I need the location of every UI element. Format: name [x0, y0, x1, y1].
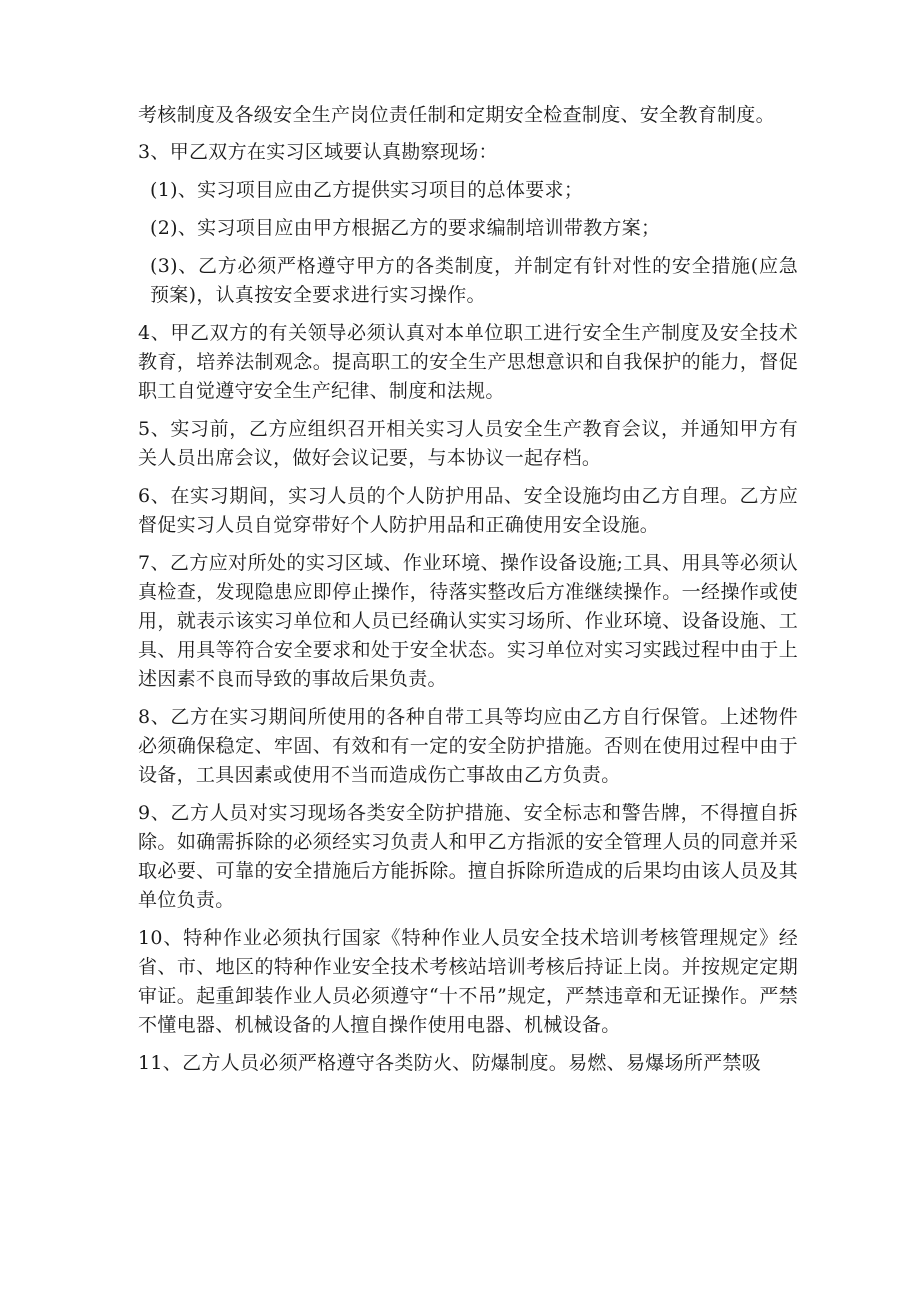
- paragraph-item-10: 10、特种作业必须执行国家《特种作业人员安全技术培训考核管理规定》经省、市、地区的特种作业安全技术考核站培训考核后持证上岗。并按规定定期审证。起重卸装作业人员必须遵守“十不吊”规定，严禁违章和无证操作。严禁不懂电器、机械设备的人擅自操作使用电器、机械设备。: [138, 927, 798, 1036]
- sub-item-3: (3)、乙方必须严格遵守甲方的各类制度，并制定有针对性的安全措施(应急预案)，认真按安全要求进行实习操作。: [150, 255, 798, 306]
- sub-item-2: (2)、实习项目应由甲方根据乙方的要求编制培训带教方案；: [150, 217, 661, 239]
- sub-item-1: (1)、实习项目应由乙方提供实习项目的总体要求；: [150, 179, 584, 201]
- paragraph-continued: 考核制度及各级安全生产岗位责任制和定期安全检查制度、安全教育制度。: [138, 104, 775, 126]
- paragraph-item-11: 11、乙方人员必须严格遵守各类防火、防爆制度。易燃、易爆场所严禁吸: [138, 1052, 762, 1074]
- paragraph-item-4: 4、甲乙双方的有关领导必须认真对本单位职工进行安全生产制度及安全技术教育，培养法制观念。提高职工的安全生产思想意识和自我保护的能力，督促职工自觉遵守安全生产纪律、制度和法规。: [138, 322, 798, 402]
- paragraph-item-5: 5、实习前，乙方应组织召开相关实习人员安全生产教育会议，并通知甲方有关人员出席会议，做好会议记要，与本协议一起存档。: [138, 418, 798, 469]
- paragraph-item-3: 3、甲乙双方在实习区域要认真勘察现场：: [138, 141, 498, 163]
- paragraph-item-9: 9、乙方人员对实习现场各类安全防护措施、安全标志和警告牌，不得擅自拆除。如确需拆除的必须经实习负责人和甲乙方指派的安全管理人员的同意并采取必要、可靠的安全措施后方能拆除。擅自拆除所造成的后果均由该人员及其单位负责。: [138, 802, 798, 911]
- paragraph-item-8: 8、乙方在实习期间所使用的各种自带工具等均应由乙方自行保管。上述物件必须确保稳定、牢固、有效和有一定的安全防护措施。否则在使用过程中由于设备，工具因素或使用不当而造成伤亡事故由乙方负责。: [138, 706, 798, 786]
- document-body: [138, 102, 798, 1078]
- paragraph-item-6: 6、在实习期间，实习人员的个人防护用品、安全设施均由乙方自理。乙方应督促实习人员自觉穿带好个人防护用品和正确使用安全设施。: [138, 485, 798, 536]
- paragraph-item-7: 7、乙方应对所处的实习区域、作业环境、操作设备设施;工具、用具等必须认真检查，发现隐患应即停止操作，待落实整改后方准继续操作。一经操作或使用，就表示该实习单位和人员已经确认实实习场所、作业环境、设备设施、工具、用具等符合安全要求和处于安全状态。实习单位对实习实践过程中由于上述因素不良而导致的事故后果负责。: [138, 552, 798, 690]
